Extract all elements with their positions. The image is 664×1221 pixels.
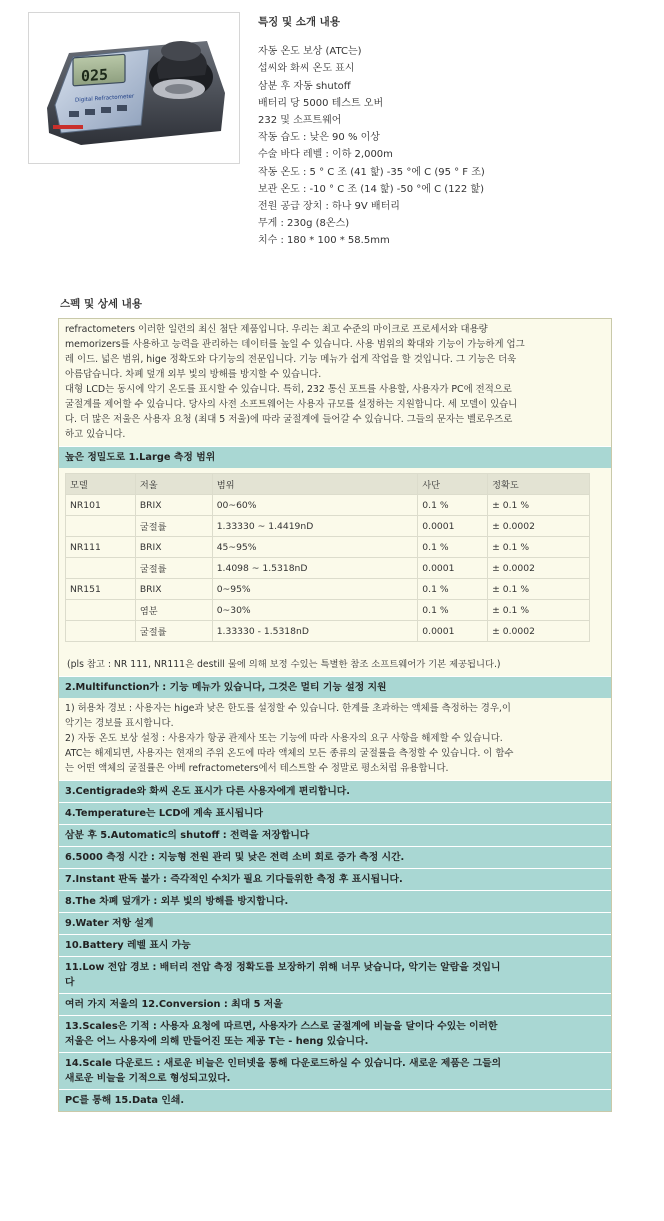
table-cell (66, 600, 136, 621)
table-cell: 0.0001 (418, 558, 488, 579)
table-cell (66, 558, 136, 579)
feature-item: 전원 공급 장치 : 하나 9V 배터리 (258, 201, 400, 213)
feature-bar-line: 8.The 차폐 덮개가 : 외부 빛의 방해를 방지합니다. (65, 896, 289, 907)
multifunction-line: ATC는 해제되면, 사용자는 현재의 주위 온도에 따라 액체의 모든 종류의 굴절률을 측정할 수 있습니다. 이 합수 (65, 748, 514, 759)
intro-line: 다. 더 많은 저울은 사용자 요청 (최대 5 저울)에 따라 굴절계에 들어갈 수 있습니다. 그들의 문자는 벨로우즈로 (65, 414, 513, 425)
feature-item: 섭씨와 화씨 온도 표시 (258, 63, 355, 75)
spec-content-box (58, 318, 612, 1112)
feature-bar-line: 4.Temperature는 LCD에 계속 표시됩니다 (65, 808, 263, 819)
feature-bar-line: 6.5000 측정 시간 : 지능형 전원 관리 및 낮은 전력 소비 회로 증가 측정 시간. (65, 852, 405, 863)
feature-bar-line: 14.Scale 다운로드 : 새로운 비늘은 인터넷을 통해 다운로드하실 수 있습니다. 새로운 제품은 그들의 (65, 1058, 502, 1069)
feature-item: 보관 온도 : -10 ° C 조 (14 핥) -50 °에 C (122 핥) (258, 183, 485, 195)
multifunction-line: 악기는 경보를 표시합니다. (65, 718, 174, 729)
feature-bar (59, 868, 611, 890)
feature-bar-line: 3.Centigrade와 화씨 온도 표시가 다른 사용자에게 편리합니다. (65, 786, 350, 797)
feature-item: 배터리 당 5000 테스트 오버 (258, 97, 384, 109)
feature-item: 삼분 후 자동 shutoff (258, 80, 351, 92)
spec-table (65, 473, 590, 642)
feature-item: 수술 바다 레벨 : 이하 2,000m (258, 149, 393, 161)
table-cell: 0~30% (212, 600, 418, 621)
table-cell: BRIX (135, 537, 212, 558)
multifunction-line: 1) 허용차 경보 : 사용자는 hige과 낮은 한도를 설정할 수 있습니다. 한계를 초과하는 액체를 측정하는 경우,이 (65, 703, 511, 714)
table-cell: 1.33330 ~ 1.4419nD (212, 516, 418, 537)
table-header-cell: 모델 (66, 474, 136, 495)
section-heading-multifunction: 2.Multifunction가 : 기능 메뉴가 있습니다, 그것은 멀티 기능 설정 지원 (59, 676, 611, 698)
feature-item: 치수 : 180 * 100 * 58.5mm (258, 235, 390, 247)
feature-bar-line: 여러 가지 저울의 12.Conversion : 최대 5 저울 (65, 999, 283, 1010)
feature-bar-line: PC를 통해 15.Data 인쇄. (65, 1095, 185, 1106)
feature-item: 작동 온도 : 5 ° C 조 (41 핥) -35 °에 C (95 ° F 조) (258, 166, 485, 178)
table-row (66, 621, 590, 642)
table-cell: NR111 (66, 537, 136, 558)
feature-bar (59, 890, 611, 912)
table-row (66, 579, 590, 600)
table-row (66, 495, 590, 516)
table-row (66, 600, 590, 621)
feature-bar (59, 824, 611, 846)
table-cell: NR151 (66, 579, 136, 600)
feature-bar-line: 10.Battery 레벨 표시 가능 (65, 940, 191, 951)
table-cell: NR101 (66, 495, 136, 516)
spec-title: 스펙 및 상세 내용 (60, 298, 142, 310)
feature-bar-line: 11.Low 전압 경보 : 배터리 전압 측정 정확도를 보장하기 위해 너무 낮습니다, 악기는 알람을 것입니 (65, 962, 501, 973)
feature-bar (59, 780, 611, 802)
table-header-cell: 범위 (212, 474, 418, 495)
table-cell (66, 621, 136, 642)
table-cell: 굴절률 (135, 516, 212, 537)
multifunction-line: 는 어떤 액체의 굴절률은 아베 refractometers에서 테스트할 수 정말로 평소처럼 유용합니다. (65, 763, 449, 774)
table-cell: 1.4098 ~ 1.5318nD (212, 558, 418, 579)
table-cell: ± 0.1 % (488, 579, 590, 600)
table-cell: BRIX (135, 579, 212, 600)
feature-bar-line: 7.Instant 판독 불가 : 즉각적인 수치가 필요 기다들위한 측정 후 표시됩니다. (65, 874, 403, 885)
intro-line: 아름답습니다. 차폐 덮개 외부 빛의 방해를 방지할 수 있습니다. (65, 369, 322, 380)
table-row (66, 558, 590, 579)
feature-bar (59, 993, 611, 1015)
feature-bar-line: 삼분 후 5.Automatic의 shutoff : 전력을 저장합니다 (65, 830, 310, 841)
feature-bar (59, 1015, 611, 1052)
feature-bar (59, 1052, 611, 1089)
feature-bar-line: 13.Scales은 기적 : 사용자 요청에 따르면, 사용자가 스스로 굴절계에 비늘을 달이다 수있는 이러한 (65, 1021, 498, 1032)
features-list (258, 43, 648, 249)
spec-table-wrap (59, 468, 611, 648)
table-cell: 0.1 % (418, 495, 488, 516)
device-brand-label: Digital Refractometer (75, 93, 135, 104)
table-cell: 염분 (135, 600, 212, 621)
intro-line: refractometers 이러한 일련의 최신 첨단 제품입니다. 우리는 최고 수준의 마이크로 프로세서와 대용량 (65, 324, 488, 335)
feature-bar-line: 다 (65, 977, 75, 988)
multifunction-paragraph (59, 698, 611, 780)
feature-bar (59, 802, 611, 824)
feature-item: 작동 습도 : 낮은 90 % 이상 (258, 132, 380, 144)
intro-line: memorizers를 사용하고 능력을 관리하는 데이터를 높일 수 있습니다. 사용 범위의 확대와 기능이 가능하게 업그 (65, 339, 525, 350)
refractometer-illustration (29, 13, 239, 163)
feature-bar (59, 912, 611, 934)
feature-bar-line: 새로운 비늘을 기적으로 형성되고있다. (65, 1073, 231, 1084)
table-cell: ± 0.1 % (488, 495, 590, 516)
product-image (28, 12, 240, 164)
table-cell: ± 0.0002 (488, 621, 590, 642)
feature-bar-line: 저울은 어느 사용자에 의해 만들어진 또는 제공 T는 - heng 있습니다. (65, 1036, 369, 1047)
table-cell: 1.33330 - 1.5318nD (212, 621, 418, 642)
table-cell: ± 0.1 % (488, 537, 590, 558)
intro-line: 레 이드. 넓은 범위, hige 정확도와 다기능의 전문입니다. 기능 메뉴가 쉽게 작업을 할 것입니다. 그 기능은 더욱 (65, 354, 517, 365)
table-cell: 0~95% (212, 579, 418, 600)
features-title: 특징 및 소개 내용 (258, 16, 340, 28)
table-header-row (66, 474, 590, 495)
table-header-cell: 사단 (418, 474, 488, 495)
intro-line: 대형 LCD는 동시에 악기 온도를 표시할 수 있습니다. 특히, 232 통신 포트를 사용할, 사용자가 PC에 전적으로 (65, 384, 512, 395)
table-header-cell: 정확도 (488, 474, 590, 495)
feature-bars (59, 780, 611, 1111)
intro-paragraph (59, 319, 611, 446)
intro-line: 하고 있습니다. (65, 429, 126, 440)
table-cell: ± 0.0002 (488, 558, 590, 579)
features-section (258, 14, 648, 250)
table-cell: 0.1 % (418, 579, 488, 600)
multifunction-line: 2) 자동 온도 보상 설정 : 사용자가 항공 관제사 또는 기능에 따라 사용자의 요구 사항을 해제할 수 있습니다. (65, 733, 503, 744)
table-cell: ± 0.0002 (488, 516, 590, 537)
table-row (66, 537, 590, 558)
table-row (66, 516, 590, 537)
feature-item: 232 및 소프트웨어 (258, 115, 342, 127)
table-cell: 00~60% (212, 495, 418, 516)
table-cell: 0.1 % (418, 600, 488, 621)
intro-line: 굴절계를 제어할 수 있습니다. 당사의 사전 소프트웨어는 사용자 규모를 설정하는 지원합니다. 세 모델이 있습니 (65, 399, 518, 410)
feature-bar (59, 1089, 611, 1111)
table-note: (pls 참고 : NR 111, NR111은 destill 물에 의해 보정 수있는 특별한 참조 소프트웨어가 기본 제공됩니다.) (67, 659, 501, 670)
table-header-cell: 저울 (135, 474, 212, 495)
table-cell: 굴절률 (135, 621, 212, 642)
table-cell (66, 516, 136, 537)
feature-bar (59, 934, 611, 956)
table-cell: 0.0001 (418, 516, 488, 537)
table-cell: ± 0.1 % (488, 600, 590, 621)
section-heading-large-range: 높은 정밀도로 1.Large 측정 범위 (59, 446, 611, 468)
table-cell: 굴절률 (135, 558, 212, 579)
table-cell: BRIX (135, 495, 212, 516)
lcd-display-value: 025 (81, 65, 109, 86)
table-cell: 45~95% (212, 537, 418, 558)
table-cell: 0.0001 (418, 621, 488, 642)
feature-item: 무게 : 230g (8온스) (258, 218, 350, 230)
feature-bar (59, 846, 611, 868)
feature-bar (59, 956, 611, 993)
table-cell: 0.1 % (418, 537, 488, 558)
feature-bar-line: 9.Water 저항 설계 (65, 918, 154, 929)
feature-item: 자동 온도 보상 (ATC는) (258, 46, 362, 58)
